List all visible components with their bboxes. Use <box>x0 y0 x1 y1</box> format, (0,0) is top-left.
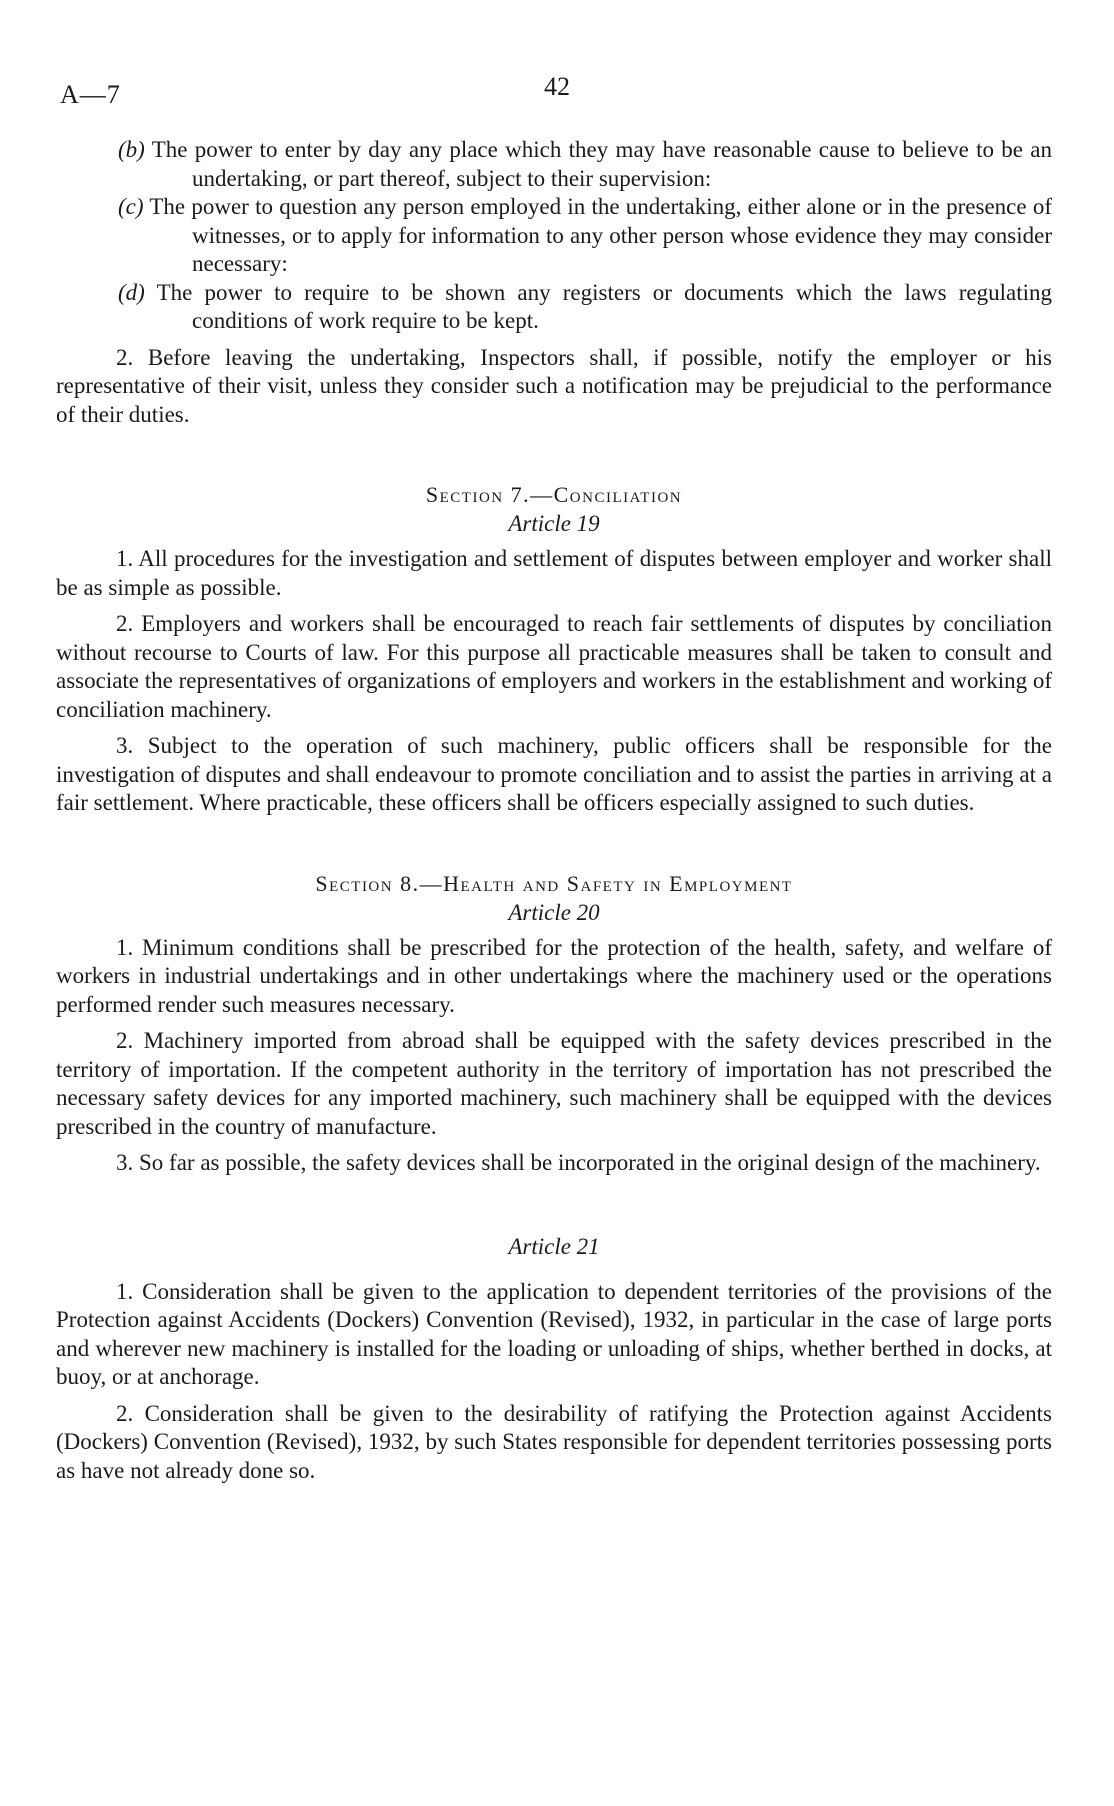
paragraph: 1. Consideration shall be given to the application to dependent territories of the provisions of the Protection against Accidents (Dockers) Convention (Revised), 1932, in particular in the case of large ports and wherever new machinery is installed for the loading or unloading of ships, whether berthed in docks, at buoy, or at anchorage. <box>56 1278 1052 1389</box>
paragraph: 3. Subject to the operation of such machinery, public officers shall be responsible for the investigation of disputes and shall endeavour to promote conciliation and to assist the parties in arriving at a fair settlement. Where practicable, these officers shall be officers especially assigned to such duties. <box>56 733 1052 815</box>
paragraph: 2. Machinery imported from abroad shall be equipped with the safety devices prescribed in the territory of importation. If the competent authority in the territory of importation has not prescribed the necessary safety devices for any imported machinery, such machinery shall be equipped with the devices prescribed in the country of manufacture. <box>56 1028 1052 1139</box>
article-heading: Article 21 <box>508 1233 600 1259</box>
list-item <box>56 193 1052 279</box>
paragraph: 2. Employers and workers shall be encouraged to reach fair settlements of disputes by conciliation without recourse to Courts of law. For this purpose all practicable measures shall be taken to consult and associate the representatives of organizations of employers and workers in the establishment and working of conciliation machinery. <box>56 611 1052 722</box>
item-label: (c) <box>118 194 144 219</box>
article-heading: Article 19 <box>508 511 600 536</box>
item-text: The power to enter by day any place which they may have reasonable cause to believe to be an undertaking, or part thereof, subject to their supervision: <box>151 137 1052 191</box>
paragraph: 3. So far as possible, the safety devices shall be incorporated in the original design of the machinery. <box>116 1150 1041 1175</box>
document-body <box>56 136 1052 1485</box>
paragraph: 2. Consideration shall be given to the desirability of ratifying the Protection against Accidents (Dockers) Convention (Revised), 1932, by such States responsible for dependent territories possessing ports as have not already done so. <box>56 1400 1052 1483</box>
paragraph: 1. All procedures for the investigation and settlement of disputes between employer and worker shall be as simple as possible. <box>56 546 1052 600</box>
section-heading: Section 8.—Health and Safety in Employment <box>315 870 793 896</box>
page-header <box>56 72 1058 112</box>
item-text: The power to question any person employed in the undertaking, either alone or in the presence of witnesses, or to apply for information to any other person whose evidence they may consider necessary: <box>149 194 1052 276</box>
list-item <box>56 279 1052 336</box>
article-heading: Article 20 <box>508 899 600 925</box>
section-heading: Section 7.—Conciliation <box>425 482 683 507</box>
item-text: The power to require to be shown any registers or documents which the laws regulating conditions of work require to be kept. <box>156 279 1052 333</box>
paragraph: 1. Minimum conditions shall be prescribed for the protection of the health, safety, and welfare of workers in industrial undertakings and in other undertakings where the machinery used or the operations performed render such measures necessary. <box>56 934 1052 1017</box>
item-label: (d) <box>118 279 145 305</box>
document-code: A—7 <box>60 80 121 109</box>
list-item <box>56 136 1052 193</box>
paragraph: 2. Before leaving the undertaking, Inspectors shall, if possible, notify the employer or his representative of their visit, unless they consider such a notification may be prejudicial to the performance of their duties. <box>56 344 1052 427</box>
item-label: (b) <box>118 137 145 162</box>
page-number: 42 <box>544 72 570 101</box>
